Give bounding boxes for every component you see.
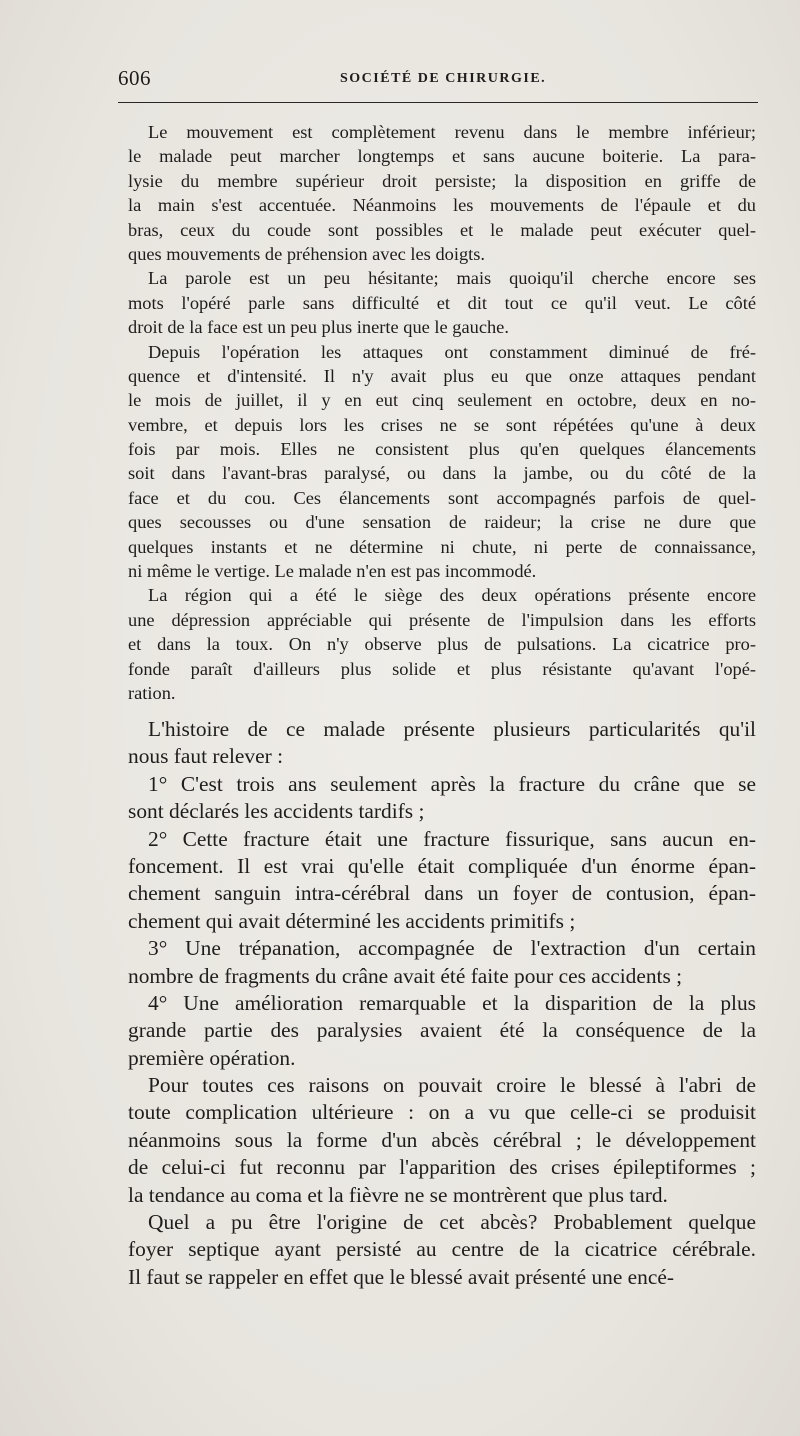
text-line: bras, ceux du coude sont possibles et le malade peut exécuter quel-	[128, 219, 756, 240]
text-line: mots l'opéré parle sans difficulté et dit tout ce qu'il veut. Le côté	[128, 292, 756, 313]
text-line: ques mouvements de préhension avec les doigts.	[128, 243, 486, 264]
text-line: soit dans l'avant-bras paralysé, ou dans la jambe, ou du côté de la	[128, 463, 756, 484]
text-line: toute complication ultérieure : on a vu que celle-ci se produisit	[128, 1100, 756, 1125]
text-line: fois par mois. Elles ne consistent plus qu'en quelques élancements	[128, 439, 756, 460]
running-title: SOCIÉTÉ DE CHIRURGIE.	[340, 71, 547, 86]
text-line: sont déclarés les accidents tardifs ;	[128, 799, 425, 824]
text-line: vembre, et depuis lors les crises ne se sont répétées qu'une à deux	[128, 414, 756, 435]
text-line: lysie du membre supérieur droit persiste; la disposition en griffe de	[128, 170, 756, 191]
text-line: le malade peut marcher longtemps et sans aucune boiterie. La para-	[128, 146, 756, 167]
text-line: Le mouvement est complètement revenu dans le membre inférieur;	[148, 122, 756, 142]
text-line: droit de la face est un peu plus inerte que le gauche.	[128, 317, 509, 338]
text-line: foncement. Il est vrai qu'elle était compliquée d'un énorme épan-	[128, 853, 756, 878]
text-line: le mois de juillet, il y en eut cinq seulement en octobre, deux en no-	[128, 390, 756, 411]
text-line: ni même le vertige. Le malade n'en est pas incommodé.	[128, 561, 537, 582]
text-line: la tendance au coma et la fièvre ne se montrèrent que plus tard.	[128, 1182, 668, 1207]
text-line: Depuis l'opération les attaques ont constamment diminué de fré-	[148, 341, 756, 362]
paragraph	[128, 1072, 756, 1209]
text-line: L'histoire de ce malade présente plusieurs particularités qu'il	[148, 717, 756, 741]
header-rule	[118, 102, 758, 103]
text-line: La région qui a été le siège des deux opérations présente encore	[148, 585, 756, 606]
paragraph	[128, 935, 756, 990]
text-line: et dans la toux. On n'y observe plus de pulsations. La cicatrice pro-	[128, 634, 756, 655]
paragraph	[128, 1209, 756, 1291]
text-line: la main s'est accentuée. Néanmoins les mouvements de l'épaule et du	[128, 195, 756, 216]
text-line: une dépression appréciable qui présente de l'impulsion dans les efforts	[128, 609, 756, 630]
paragraph	[128, 990, 756, 1072]
paragraph	[128, 583, 756, 705]
text-line: chement sanguin intra-cérébral dans un foyer de contusion, épan-	[128, 881, 756, 906]
text-line: face et du cou. Ces élancements sont accompagnés parfois de quel-	[128, 487, 756, 508]
text-line: ration.	[128, 682, 176, 703]
text-line: Quel a pu être l'origine de cet abcès? Probablement quelque	[148, 1210, 756, 1235]
page-number: 606	[118, 66, 151, 90]
text-line: fonde paraît d'ailleurs plus solide et plus résistante qu'avant l'opé-	[128, 658, 756, 679]
paragraph	[128, 266, 756, 339]
text-line: ques secousses ou d'une sensation de raideur; la crise ne dure que	[128, 512, 756, 533]
text-line: Pour toutes ces raisons on pouvait croire le blessé à l'abri de	[148, 1073, 756, 1098]
text-line: 1° C'est trois ans seulement après la fracture du crâne que se	[148, 771, 756, 796]
case-report-text	[128, 120, 756, 705]
text-line: nous faut relever :	[128, 744, 284, 769]
text-line: La parole est un peu hésitante; mais quoiqu'il cherche encore ses	[148, 268, 756, 289]
text-line: Il faut se rappeler en effet que le blessé avait présenté une encé-	[128, 1264, 674, 1289]
text-line: de celui-ci fut reconnu par l'apparition des crises épileptiformes ;	[128, 1155, 756, 1180]
paragraph	[128, 826, 756, 936]
text-line: quence et d'intensité. Il n'y avait plus eu que onze attaques pendant	[128, 365, 756, 386]
discussion-text	[128, 716, 756, 1291]
paragraph	[128, 716, 756, 771]
paragraph	[128, 340, 756, 584]
text-line: 3° Une trépanation, accompagnée de l'extraction d'un certain	[148, 936, 756, 961]
text-line: grande partie des paralysies avaient été la conséquence de la	[128, 1018, 756, 1043]
text-line: 4° Une amélioration remarquable et la disparition de la plus	[148, 990, 756, 1015]
text-line: quelques instants et ne détermine ni chute, ni perte de connaissance,	[128, 536, 756, 557]
text-line: nombre de fragments du crâne avait été faite pour ces accidents ;	[128, 963, 683, 988]
text-line: chement qui avait déterminé les accidents primitifs ;	[128, 908, 576, 933]
text-line: foyer septique ayant persisté au centre de la cicatrice cérébrale.	[128, 1237, 756, 1262]
text-line: 2° Cette fracture était une fracture fissurique, sans aucun en-	[148, 826, 756, 851]
text-line: néanmoins sous la forme d'un abcès cérébral ; le développement	[128, 1127, 756, 1152]
page-header	[118, 66, 758, 94]
paragraph	[128, 120, 756, 266]
paragraph	[128, 771, 756, 826]
text-line: première opération.	[128, 1045, 296, 1070]
